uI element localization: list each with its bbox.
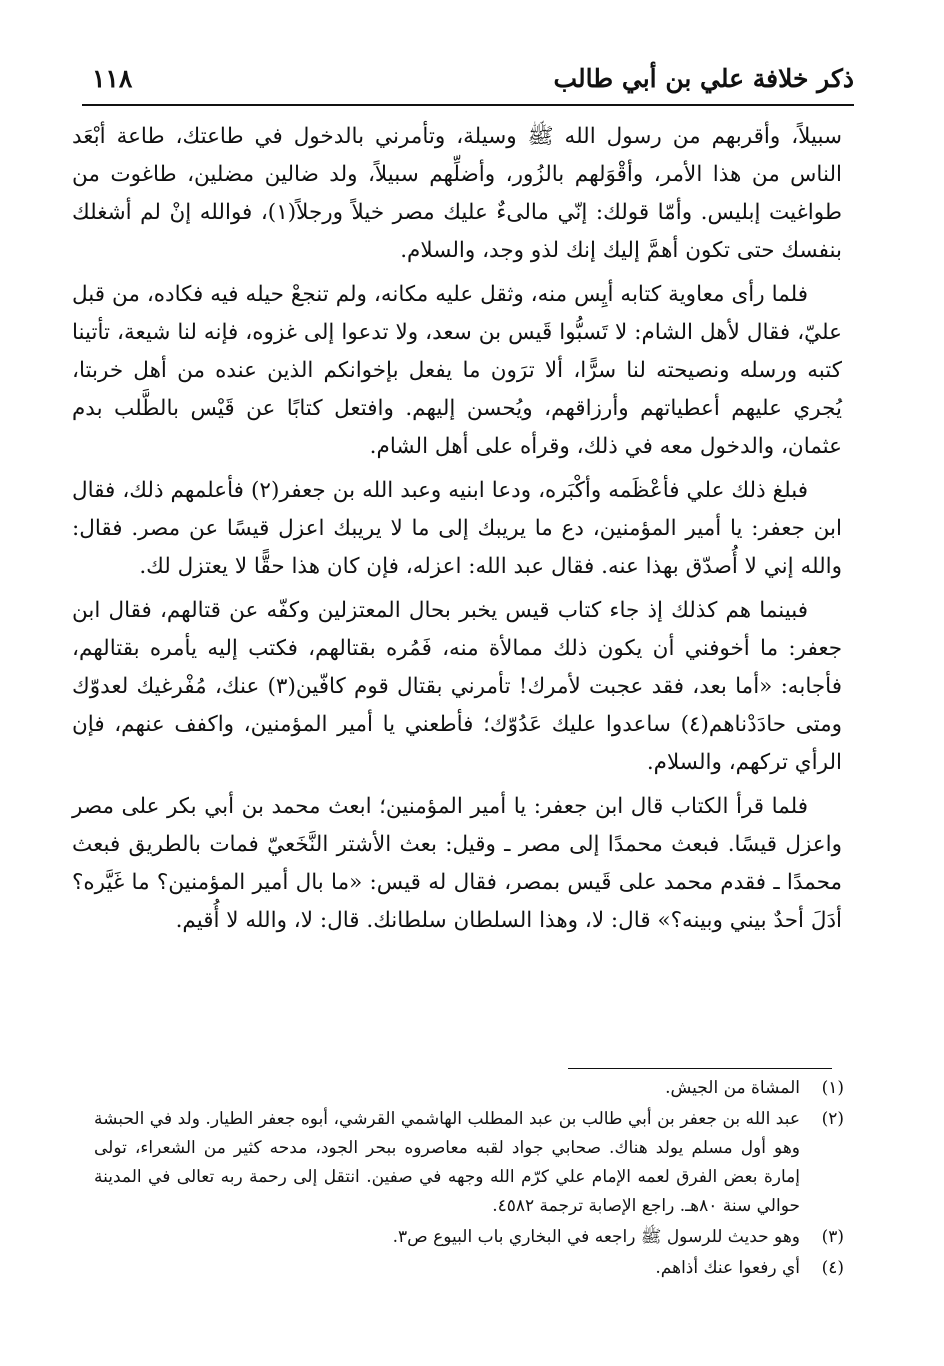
paragraph: فبينما هم كذلك إذ جاء كتاب قيس يخبر بحال المعتزلين وكفّه عن قتالهم، فقال ابن جعفر: ما أخوفني أن يكون ذلك ممالأة منه، فَمُره بقتالهم، فكتب إليه يأمره بقتالهم، فأجابه: «أما بعد، فقد عجبت لأمرك! تأمرني بقتال قوم كافّين(٣) عنك، مُفْرغيك لعدوّك ومتى حادَدْناهم(٤) ساعدوا عليك عَدُوّك؛ فأطعني يا أمير المؤمنين، واكفف عنهم، فإن الرأي تركهم، والسلام. [72, 598, 842, 775]
footnote [94, 1254, 844, 1283]
footnote-mark: (٢) [821, 1109, 844, 1129]
footnote [94, 1074, 844, 1103]
footnote-text: وهو حديث للرسول ﷺ راجعه في البخاري باب البيوع ص٣. [392, 1227, 800, 1247]
paragraph: فلما قرأ الكتاب قال ابن جعفر: يا أمير المؤمنين؛ ابعث محمد بن أبي بكر على مصر واعزل قيسًا. فبعث محمدًا إلى مصر ـ وقيل: بعث الأشتر النَّخَعيّ فمات بالطريق فبعث محمدًا ـ فقدم محمد على قَيس بمصر، فقال له قيس: «ما بال أمير المؤمنين؟ ما غَيَّره؟ أدَلَ أحدٌ بيني وبينه؟» قال: لا، وهذا السلطان سلطانك. قال: لا، والله لا أُقيم. [72, 794, 842, 933]
footnote [94, 1105, 844, 1221]
header-divider [82, 104, 854, 106]
footnote-divider [568, 1068, 832, 1069]
paragraph: سبيلاً، وأقربهم من رسول الله ﷺ وسيلة، وتأمرني بالدخول في طاعتك، طاعة أبْعَد الناس من هذا الأمر، وأقْوَلهم بالزُور، وأضلِّهم سبيلاً، ولد ضالين مضلين، طاغوت من طواغيت إبليس. وأمّا قولك: إنّي مالىءٌ عليك مصر خيلاً ورجلاً(١)، فوالله إنْ لم أشغلك بنفسك حتى تكون أهمَّ إليك إنك لذو وجد، والسلام. [72, 124, 842, 263]
footnote [94, 1223, 844, 1252]
running-title: ذكر خلافة علي بن أبي طالب [553, 64, 854, 93]
footnote-mark: (٣) [821, 1227, 844, 1247]
footnotes [94, 1074, 844, 1285]
paragraph: فلما رأى معاوية كتابه أيِس منه، وثقل عليه مكانه، ولم تنجعْ حيله فيه فكاده، من قبل عليّ، فقال لأهل الشام: لا تَسبُّوا قَيس بن سعد، ولا تدعوا إلى غزوه، فإنه لنا شيعة، تأتينا كتبه ورسله ونصيحته لنا سرًّا، ألا ترَون ما يفعل بإخوانكم الذين عنده من أهل خربتا، يُجري عليهم أعطياتهم وأرزاقهم، ويُحسن إليهم. وافتعل كتابًا عن قَيْس بالطَّلب بدم عثمان، والدخول معه في ذلك، وقرأه على أهل الشام. [72, 282, 842, 459]
footnote-mark: (١) [821, 1078, 844, 1098]
page-number: ١١٨ [92, 64, 133, 93]
footnote-mark: (٤) [821, 1258, 844, 1278]
footnote-text: المشاة من الجيش. [665, 1078, 800, 1098]
paragraph: فبلغ ذلك علي فأعْظَمه وأكْبَره، ودعا ابنيه وعبد الله بن جعفر(٢) فأعلمهم ذلك، فقال ابن جعفر: يا أمير المؤمنين، دع ما يريبك إلى ما لا يريبك اعزل قيسًا عن مصر. فقال: والله إني لا أُصدّق بهذا عنه. فقال عبد الله: اعزله، فإن كان هذا حقًّا لا يعتزل لك. [72, 478, 842, 579]
main-text [72, 118, 842, 946]
running-header [82, 56, 854, 104]
footnote-text: عبد الله بن جعفر بن أبي طالب بن عبد المطلب الهاشمي القرشي، أبوه جعفر الطيار. ولد في الحبشة وهو أول مسلم يولد هناك. صحابي جواد لقبه معاصروه ببحر الجود، مدحه كثير من الشعراء، تولى إمارة بعض الفرق لعمه الإمام علي كرّم الله وجهه في صفين. انتقل إلى رحمة ربه تعالى في المدينة حوالي سنة ٨٠هـ. راجع الإصابة ترجمة ٤٥٨٢. [94, 1109, 800, 1216]
footnote-text: أي رفعوا عنك أذاهم. [655, 1258, 800, 1278]
